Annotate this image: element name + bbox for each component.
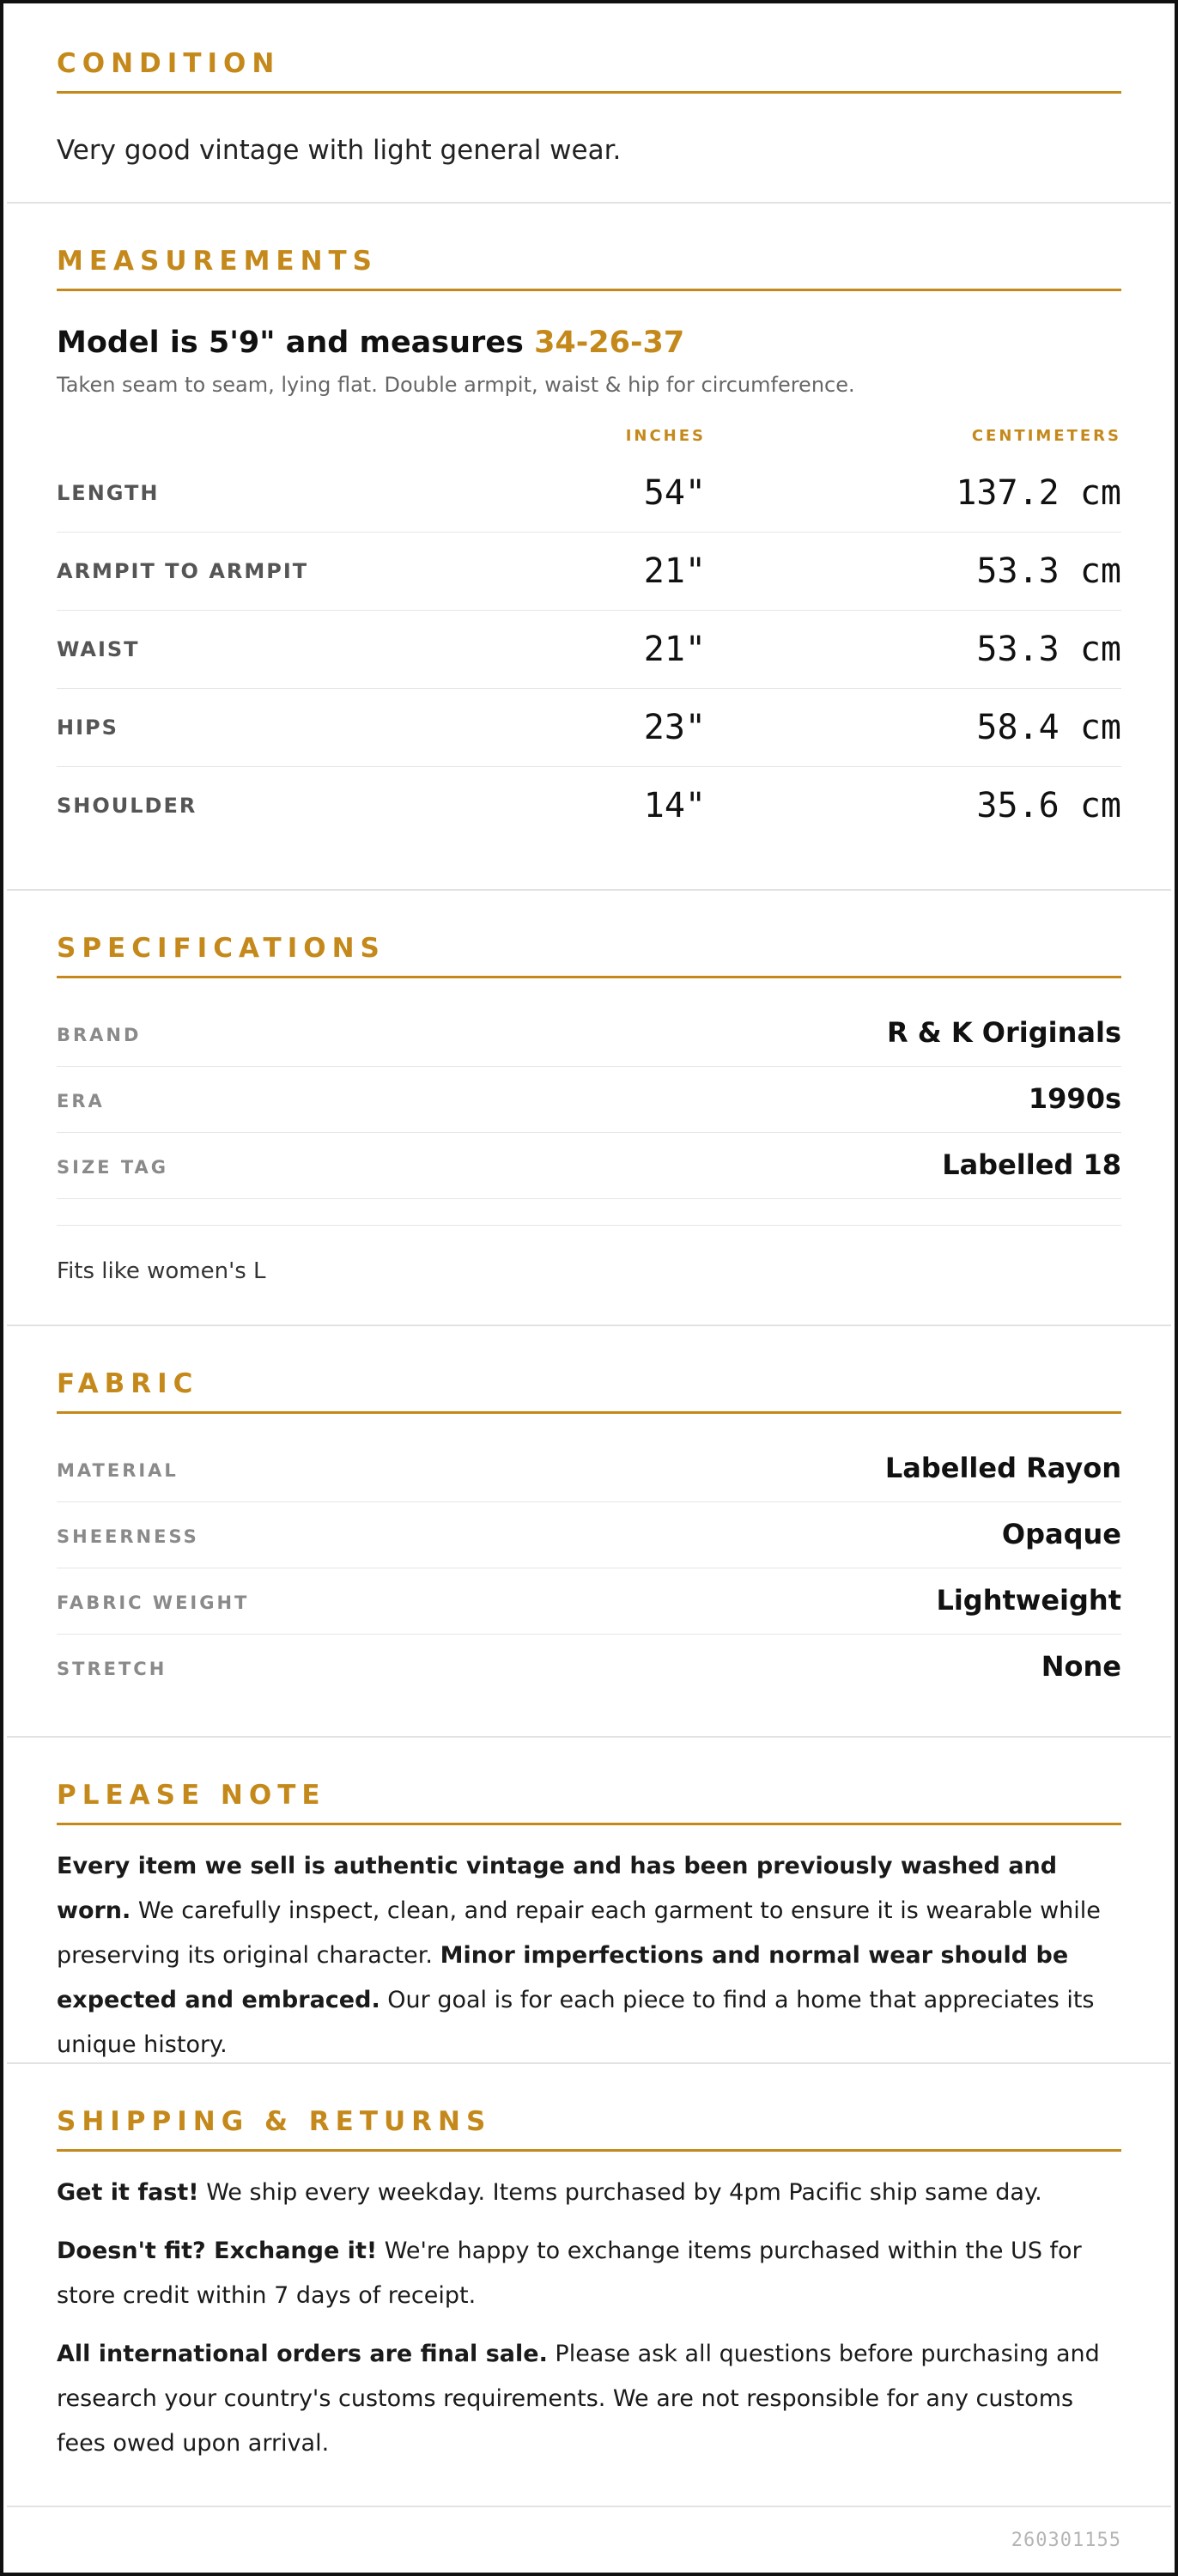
fabric-value: Opaque xyxy=(1001,1518,1121,1550)
measurement-cm: 53.3 cm xyxy=(976,551,1121,591)
spec-row xyxy=(57,1001,1121,1067)
section-rule xyxy=(57,91,1121,94)
specifications-title: SPECIFICATIONS xyxy=(57,933,386,964)
fabric-value: Labelled Rayon xyxy=(884,1452,1121,1484)
shipping-detail: We're happy to exchange items purchased within the US for store credit within 7 days of receipt. xyxy=(57,2238,1082,2309)
fabric-title: FABRIC xyxy=(57,1368,199,1399)
fabric-list xyxy=(57,1436,1121,1701)
fit-note: Fits like women's L xyxy=(57,1258,266,1284)
product-code: 260301155 xyxy=(1011,2530,1121,2551)
measurement-inches: 54" xyxy=(643,473,706,513)
spec-row xyxy=(57,1133,1121,1199)
shipping-paragraph xyxy=(57,2171,1121,2215)
note-bold-2: Minor imperfections and normal wear should be expected and embraced. xyxy=(57,1942,1069,2013)
fabric-row xyxy=(57,1635,1121,1701)
measurement-row xyxy=(57,767,1121,845)
measurement-inches: 21" xyxy=(643,551,706,591)
note-text-2: Our goal is for each piece to find a home that appreciates its unique history. xyxy=(57,1987,1095,2058)
measurement-row xyxy=(57,533,1121,611)
fabric-section xyxy=(7,1368,1171,1701)
condition-text: Very good vintage with light general wear. xyxy=(57,135,622,166)
shipping-bold: All international orders are final sale. xyxy=(57,2341,548,2367)
section-divider xyxy=(7,1325,1171,1326)
measurement-row xyxy=(57,454,1121,533)
measurement-inches: 23" xyxy=(643,708,706,747)
shipping-title: SHIPPING & RETURNS xyxy=(57,2106,492,2137)
note-bold-1: Every item we sell is authentic vintage and has been previously washed and worn. xyxy=(57,1853,1058,1924)
spec-label: ERA xyxy=(57,1091,105,1111)
spec-label: SIZE TAG xyxy=(57,1157,169,1178)
measurement-cm: 53.3 cm xyxy=(976,630,1121,669)
model-prefix: Model is 5'9" and measures xyxy=(57,326,535,360)
fabric-label: SHEERNESS xyxy=(57,1526,199,1547)
model-measures: 34-26-37 xyxy=(534,326,685,360)
shipping-bold: Doesn't fit? Exchange it! xyxy=(57,2238,378,2264)
section-rule xyxy=(57,976,1121,978)
shipping-paragraph xyxy=(57,2332,1121,2466)
note-text-1: We carefully inspect, clean, and repair each garment to ensure it is wearable while preserving its original character. xyxy=(57,1897,1101,1969)
fabric-label: STRETCH xyxy=(57,1659,167,1679)
measurements-section xyxy=(7,246,1171,845)
measurement-label: ARMPIT TO ARMPIT xyxy=(57,559,309,583)
model-info xyxy=(57,326,1121,360)
fabric-value: None xyxy=(1041,1650,1121,1683)
please-note-title: PLEASE NOTE xyxy=(57,1780,326,1811)
measurements-header xyxy=(57,417,1121,454)
measurement-inches: 21" xyxy=(643,630,706,669)
spec-row xyxy=(57,1067,1121,1133)
fabric-value: Lightweight xyxy=(936,1584,1121,1617)
measurement-label: HIPS xyxy=(57,716,118,740)
measurement-cm: 35.6 cm xyxy=(976,786,1121,825)
fabric-label: FABRIC WEIGHT xyxy=(57,1592,250,1613)
measurement-note: Taken seam to seam, lying flat. Double armpit, waist & hip for circumference. xyxy=(57,373,855,397)
measurement-row xyxy=(57,611,1121,689)
condition-title: CONDITION xyxy=(57,48,281,79)
spec-value: 1990s xyxy=(1028,1082,1121,1115)
measurement-label: LENGTH xyxy=(57,481,160,505)
section-rule xyxy=(57,1823,1121,1825)
shipping-bold: Get it fast! xyxy=(57,2179,199,2206)
fabric-row xyxy=(57,1502,1121,1568)
section-rule xyxy=(57,1411,1121,1414)
measurement-cm: 58.4 cm xyxy=(976,708,1121,747)
fabric-label: MATERIAL xyxy=(57,1460,179,1481)
shipping-text xyxy=(57,2171,1121,2466)
section-divider xyxy=(7,889,1171,891)
measurements-table xyxy=(57,454,1121,845)
spec-label: BRAND xyxy=(57,1025,142,1045)
shipping-detail: Please ask all questions before purchasing and research your country's customs requirements. We are not responsible for any customs fees owed upon arrival. xyxy=(57,2341,1100,2457)
measurement-cm: 137.2 cm xyxy=(956,473,1121,513)
section-divider xyxy=(7,1736,1171,1738)
measurement-label: SHOULDER xyxy=(57,794,197,818)
please-note-section xyxy=(7,1780,1171,2067)
condition-section xyxy=(7,48,1171,173)
section-divider xyxy=(7,2506,1171,2507)
section-rule xyxy=(57,289,1121,291)
measurements-title: MEASUREMENTS xyxy=(57,246,379,277)
section-rule xyxy=(57,2149,1121,2152)
measurement-label: WAIST xyxy=(57,637,140,661)
spec-value: R & K Originals xyxy=(887,1016,1121,1049)
inches-column-header: INCHES xyxy=(625,427,706,445)
spec-value: Labelled 18 xyxy=(942,1148,1121,1181)
row-divider xyxy=(57,1225,1121,1226)
fabric-row xyxy=(57,1436,1121,1502)
fabric-row xyxy=(57,1568,1121,1635)
section-divider xyxy=(7,202,1171,204)
measurement-row xyxy=(57,689,1121,767)
shipping-section xyxy=(7,2106,1171,2480)
section-divider xyxy=(7,2062,1171,2064)
shipping-detail: We ship every weekday. Items purchased by 4pm Pacific ship same day. xyxy=(198,2179,1042,2206)
measurement-inches: 14" xyxy=(643,786,706,825)
centimeters-column-header: CENTIMETERS xyxy=(971,427,1121,445)
specifications-section xyxy=(7,933,1171,1286)
shipping-paragraph xyxy=(57,2229,1121,2318)
specifications-list xyxy=(57,1001,1121,1199)
please-note-text xyxy=(57,1844,1121,2067)
